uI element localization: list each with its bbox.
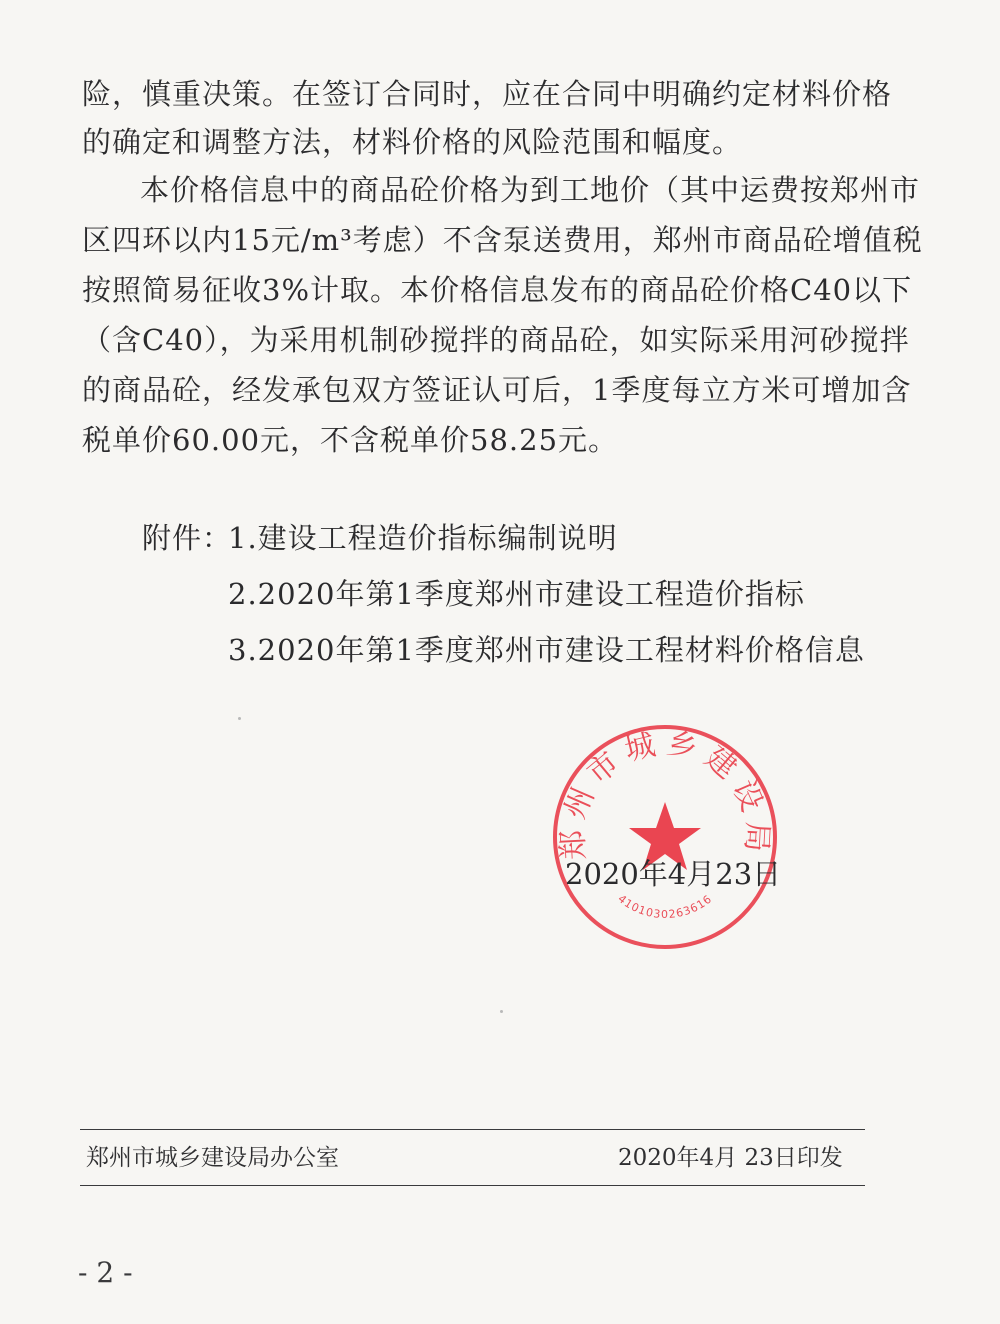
scan-speck — [500, 1010, 503, 1013]
seal-text: 郑州市城乡建设局 — [555, 725, 775, 861]
body-line-6: （含C40），为采用机制砂搅拌的商品砼，如实际采用河砂搅拌 — [82, 323, 910, 357]
footer-issuer: 郑州市城乡建设局办公室 — [86, 1145, 339, 1171]
body-line-5: 按照简易征收3%计取。本价格信息发布的商品砼价格C40以下 — [82, 273, 913, 307]
body-line-4: 区四环以内15元/m³考虑）不含泵送费用，郑州市商品砼增值税 — [82, 223, 923, 257]
footer-top-rule — [80, 1129, 865, 1130]
signature-date: 2020年4月23日 — [565, 857, 782, 891]
body-line-8: 税单价60.00元，不含税单价58.25元。 — [82, 423, 619, 457]
seal-number: 4101030263616 — [615, 892, 715, 922]
body-line-2: 的确定和调整方法，材料价格的风险范围和幅度。 — [82, 125, 743, 159]
body-line-7: 的商品砼，经发承包双方签证认可后，1季度每立方米可增加含 — [82, 373, 912, 407]
body-line-3: 本价格信息中的商品砼价格为到工地价（其中运费按郑州市 — [140, 173, 921, 207]
scan-speck — [238, 717, 241, 720]
body-line-1: 险，慎重决策。在签订合同时，应在合同中明确约定材料价格 — [82, 77, 893, 111]
official-seal — [548, 720, 782, 954]
page-number: - 2 - — [78, 1256, 133, 1289]
footer-print-date: 2020年4月 23日印发 — [618, 1145, 843, 1171]
attachments-label: 附件： — [142, 521, 233, 555]
attachment-item-1: 1.建设工程造价指标编制说明 — [228, 521, 618, 555]
footer-bottom-rule — [80, 1185, 865, 1186]
attachment-item-2: 2.2020年第1季度郑州市建设工程造价指标 — [228, 577, 805, 611]
attachment-item-3: 3.2020年第1季度郑州市建设工程材料价格信息 — [228, 633, 865, 667]
